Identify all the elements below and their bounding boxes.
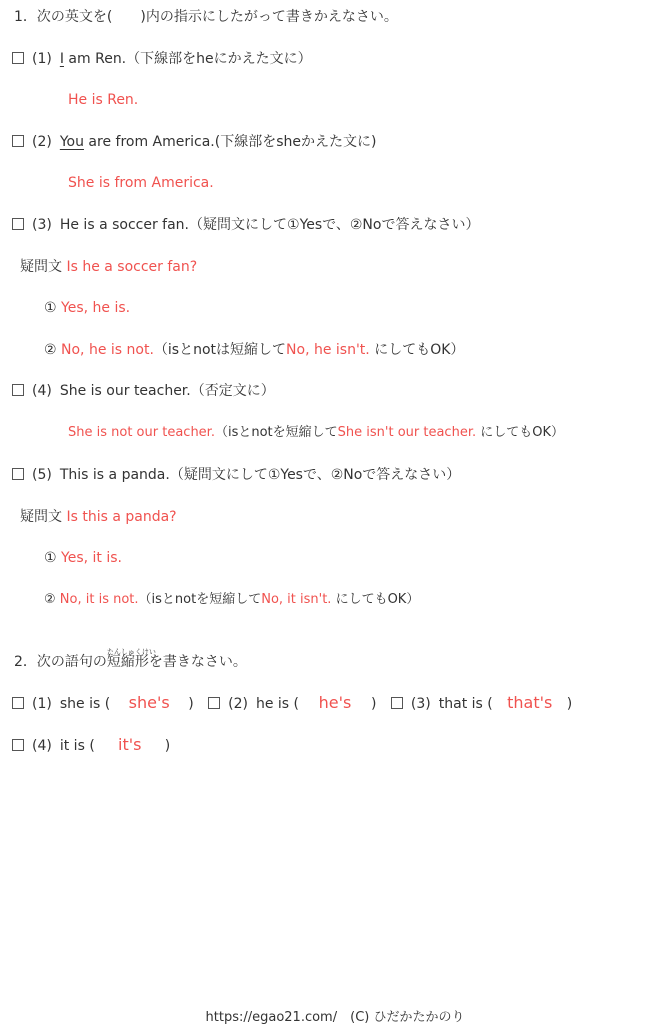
question-number: (3)	[32, 217, 52, 233]
note	[154, 342, 465, 358]
question-5	[12, 466, 460, 484]
open-paren: (	[293, 696, 299, 712]
question-5-yes	[44, 549, 122, 567]
sentence: He is a soccer fan.	[59, 217, 190, 233]
footer-copyright: (C) ひだかたかのり	[350, 1010, 465, 1025]
question-number: (2)	[32, 134, 52, 150]
note-text: にしてもOK）	[331, 592, 420, 607]
ruby-base: 短縮	[106, 654, 135, 670]
item-number: (3)	[410, 696, 431, 712]
no-answer: No, it is not.	[59, 592, 139, 607]
section1-heading: 1．次の英文を( )内の指示にしたがって書きかえなさい。	[14, 9, 398, 25]
circled-one-icon: ①	[44, 550, 57, 566]
circled-one-icon: ①	[44, 300, 57, 316]
checkbox-icon[interactable]	[391, 697, 403, 709]
yes-answer: Yes, he is.	[61, 300, 131, 316]
no-answer: No, he is not.	[61, 342, 154, 358]
checkbox-icon[interactable]	[12, 384, 24, 396]
note-text: （isとnotを短縮して	[138, 592, 262, 607]
sentence: are from America.	[83, 134, 215, 150]
question-3-yes	[44, 299, 130, 317]
interrogative-answer: Is this a panda?	[66, 509, 177, 525]
instruction: （否定文に）	[190, 383, 275, 399]
circled-two-icon: ②	[44, 592, 56, 607]
circled-two-icon: ②	[44, 342, 57, 358]
answer: he's	[318, 693, 352, 712]
section2-heading	[14, 648, 247, 671]
note-text: （isとnotを短縮して	[214, 425, 338, 440]
note-text: （isとnotは短縮して	[153, 342, 287, 358]
checkbox-icon[interactable]	[12, 697, 24, 709]
underlined-word: You	[59, 134, 84, 150]
checkbox-icon[interactable]	[208, 697, 220, 709]
phrase: it is	[59, 738, 85, 754]
open-paren: (	[89, 738, 95, 754]
checkbox-icon[interactable]	[12, 739, 24, 751]
note-contraction: No, he isn't.	[286, 342, 370, 358]
phrase: he is	[255, 696, 290, 712]
phrase: she is	[59, 696, 101, 712]
question-number: (5)	[32, 467, 52, 483]
close-paren: )	[164, 738, 171, 754]
interrogative-label: 疑問文	[20, 509, 62, 525]
heading-text: 2．次の語句の	[14, 654, 107, 670]
answer-1: He is Ren.	[68, 92, 139, 108]
checkbox-icon[interactable]	[12, 218, 24, 230]
close-paren: )	[566, 696, 573, 712]
contraction-item	[12, 693, 194, 712]
yes-answer: Yes, it is.	[61, 550, 122, 566]
ruby-reading: たんしゅくけい	[106, 648, 156, 656]
note-contraction: She isn't our teacher.	[337, 425, 477, 440]
answer-4	[68, 424, 564, 442]
checkbox-icon[interactable]	[12, 135, 24, 147]
instruction: （疑問文にして①Yesで、②Noで答えなさい）	[169, 467, 461, 483]
answer: that's	[507, 693, 553, 712]
contraction-item	[391, 693, 573, 712]
note-text: にしてもOK）	[476, 425, 564, 440]
question-2	[12, 133, 376, 151]
item-number: (1)	[32, 696, 52, 712]
answer-2: She is from America.	[68, 175, 214, 191]
phrase: that is	[438, 696, 483, 712]
answer: it's	[118, 735, 142, 754]
negative-answer: She is not our teacher.	[68, 425, 215, 440]
question-number: (4)	[32, 383, 52, 399]
interrogative-answer: Is he a soccer fan?	[66, 259, 198, 275]
question-5-no	[44, 591, 419, 609]
contraction-item	[208, 693, 377, 712]
question-5-interrogative	[20, 508, 177, 526]
contraction-row-1	[12, 694, 572, 713]
contraction-row-2	[12, 736, 170, 755]
question-3-no	[44, 341, 464, 359]
open-paren: (	[487, 696, 493, 712]
question-3-interrogative	[20, 258, 197, 276]
footer-url[interactable]: https://egao21.com/	[205, 1010, 338, 1025]
sentence: This is a panda.	[59, 467, 170, 483]
footer	[0, 1006, 670, 1025]
question-1	[12, 50, 312, 68]
heading-text: を書きなさい。	[148, 654, 247, 670]
checkbox-icon[interactable]	[12, 468, 24, 480]
question-3	[12, 216, 479, 234]
ruby-base: 形	[134, 654, 149, 670]
close-paren: )	[371, 696, 377, 712]
question-4	[12, 382, 275, 400]
question-number: (1)	[32, 51, 52, 67]
checkbox-icon[interactable]	[12, 52, 24, 64]
sentence: am Ren.	[63, 51, 127, 67]
close-paren: )	[188, 696, 194, 712]
instruction: (下線部をsheかえた文に)	[214, 134, 377, 150]
instruction: （疑問文にして①Yesで、②Noで答えなさい）	[189, 217, 480, 233]
sentence: She is our teacher.	[59, 383, 191, 399]
open-paren: (	[104, 696, 111, 712]
answer: she's	[128, 693, 170, 712]
item-number: (4)	[32, 738, 52, 754]
instruction: （下線部をheにかえた文に）	[126, 51, 312, 67]
ruby-word	[106, 648, 156, 671]
note-contraction: No, it isn't.	[261, 592, 332, 607]
underlined-word: I	[59, 51, 64, 67]
note-text: にしてもOK）	[369, 342, 465, 358]
item-number: (2)	[228, 696, 248, 712]
interrogative-label: 疑問文	[20, 259, 62, 275]
